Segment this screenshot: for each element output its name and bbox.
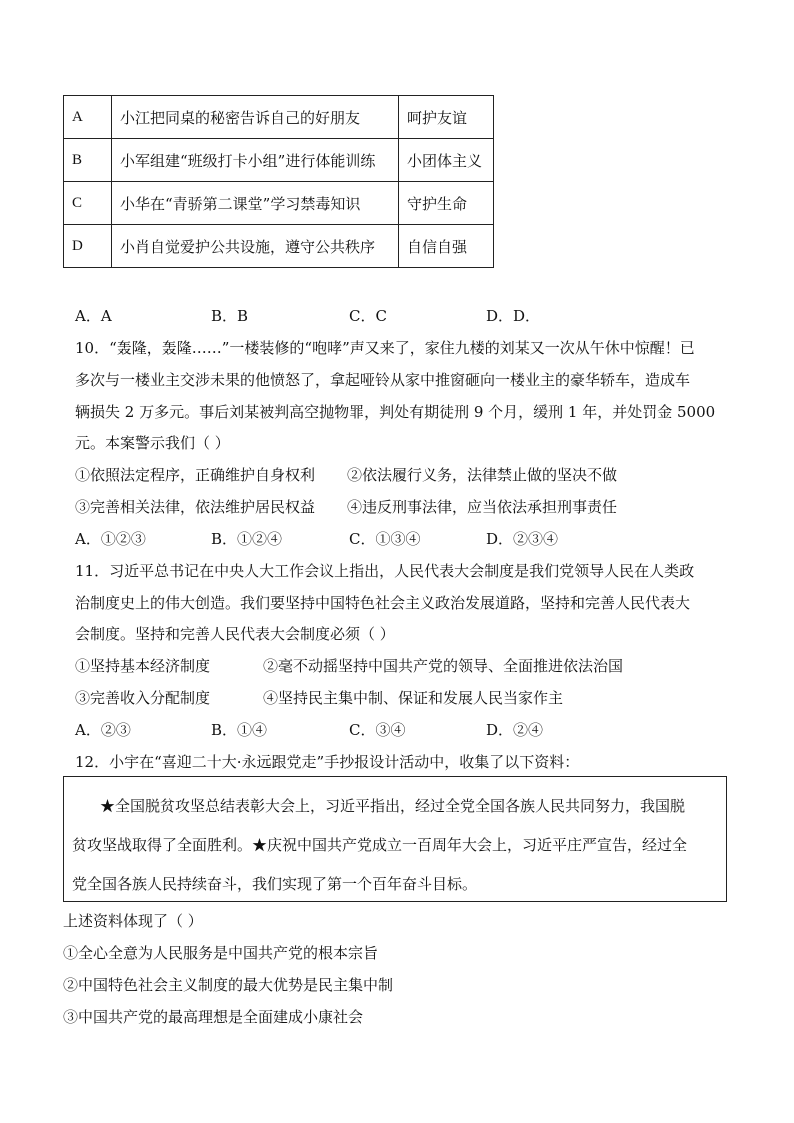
q10-statement-1: ①依照法定程序，正确维护自身权利 — [75, 466, 316, 484]
table-row — [64, 96, 494, 139]
q9-option-a: A．A — [75, 307, 112, 325]
q11-statement-3: ③完善收入分配制度 — [75, 689, 211, 707]
row-text: 小肖自觉爱护公共设施，遵守公共秩序 — [112, 225, 399, 268]
q10-line-3: 辆损失 2 万多元。事后刘某被判高空抛物罪，判处有期徒刑 9 个月，缓刑 1 年，并处罚金 5000 — [75, 403, 716, 421]
q11-option-c: C．③④ — [349, 721, 406, 739]
table-row — [64, 225, 494, 268]
materials-box — [63, 776, 727, 902]
material-line-2: 贫攻坚战取得了全面胜利。★庆祝中国共产党成立一百周年大会上，习近平庄严宣告，经过全 — [72, 836, 688, 854]
q9-option-c: C．C — [349, 307, 387, 325]
q10-line-2: 多次与一楼业主交涉未果的他愤怒了，拿起哑铃从家中推窗砸向一楼业主的豪华轿车，造成车 — [75, 371, 691, 389]
q11-option-a: A．②③ — [75, 721, 131, 739]
q10-line-1: 10．“轰隆，轰隆……”一楼装修的“咆哮”声又来了，家住九楼的刘某又一次从午休中惊醒！已 — [75, 339, 695, 357]
q10-line-4: 元。本案警示我们（ ） — [75, 434, 230, 452]
row-label: 呵护友谊 — [399, 96, 494, 139]
row-text: 小华在“青骄第二课堂”学习禁毒知识 — [112, 182, 399, 225]
material-line-3: 党全国各族人民持续奋斗，我们实现了第一个百年奋斗目标。 — [72, 875, 478, 893]
q9-option-b: B．B — [211, 307, 249, 325]
q12-statement-2: ②中国特色社会主义制度的最大优势是民主集中制 — [63, 976, 394, 994]
row-label: 小团体主义 — [399, 139, 494, 182]
q10-statement-2: ②依法履行义务，法律禁止做的坚决不做 — [347, 466, 618, 484]
q10-statement-4: ④违反刑事法律，应当依法承担刑事责任 — [347, 498, 618, 516]
q9-option-d: D．D． — [486, 307, 541, 325]
q12-question: 上述资料体现了（ ） — [63, 912, 203, 930]
table-row — [64, 139, 494, 182]
q11-line-2: 治制度史上的伟大创造。我们要坚持中国特色社会主义政治发展道路，坚持和完善人民代表大 — [75, 594, 691, 612]
q10-statement-3: ③完善相关法律，依法维护居民权益 — [75, 498, 316, 516]
row-letter: A — [64, 96, 112, 139]
q10-option-a: A．①②③ — [75, 530, 146, 548]
q12-statement-3: ③中国共产党的最高理想是全面建成小康社会 — [63, 1008, 364, 1026]
q12-statement-1: ①全心全意为人民服务是中国共产党的根本宗旨 — [63, 944, 379, 962]
row-label: 自信自强 — [399, 225, 494, 268]
q10-option-b: B．①②④ — [211, 530, 283, 548]
table-row — [64, 182, 494, 225]
options-table — [63, 95, 494, 268]
q10-option-c: C．①③④ — [349, 530, 421, 548]
q10-option-d: D．②③④ — [486, 530, 559, 548]
q11-statement-1: ①坚持基本经济制度 — [75, 657, 211, 675]
q11-option-d: D．②④ — [486, 721, 544, 739]
row-label: 守护生命 — [399, 182, 494, 225]
row-letter: D — [64, 225, 112, 268]
material-line-1: ★全国脱贫攻坚总结表彰大会上，习近平指出，经过全党全国各族人民共同努力，我国脱 — [100, 797, 686, 815]
row-text: 小军组建“班级打卡小组”进行体能训练 — [112, 139, 399, 182]
q11-statement-2: ②毫不动摇坚持中国共产党的领导、全面推进依法治国 — [263, 657, 624, 675]
q11-option-b: B．①④ — [211, 721, 268, 739]
q12-intro: 12．小宇在“喜迎二十大·永远跟党走”手抄报设计活动中，收集了以下资料： — [75, 753, 580, 771]
q11-line-1: 11．习近平总书记在中央人大工作会议上指出，人民代表大会制度是我们党领导人民在人类政 — [75, 562, 695, 580]
row-letter: C — [64, 182, 112, 225]
q11-line-3: 会制度。坚持和完善人民代表大会制度必须（ ） — [75, 625, 395, 643]
q11-statement-4: ④坚持民主集中制、保证和发展人民当家作主 — [263, 689, 564, 707]
row-letter: B — [64, 139, 112, 182]
row-text: 小江把同桌的秘密告诉自己的好朋友 — [112, 96, 399, 139]
